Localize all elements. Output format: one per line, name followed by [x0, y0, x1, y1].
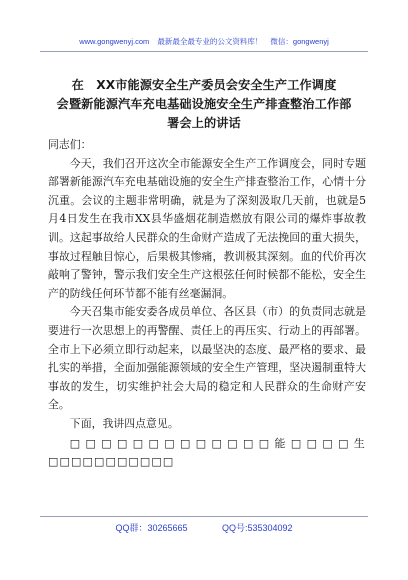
document-title: [44, 76, 364, 133]
document-body: [48, 136, 366, 472]
paragraph-2: 今天召集市能安委各成员单位、各区县（市）的负责同志就是要进行一次思想上的再警醒、责任上的再压实、行动上的再部署。全市上下必须立即行动起来，以最坚决的态度、最严格的要求、最扎实的举措，全面加强能源领域的安全生产管理，坚决遏制重特大事故的发生，切实维护社会大局的稳定和人民群众的生命财产安全。: [48, 305, 366, 412]
paragraph-3: 下面，我讲四点意见。: [69, 416, 179, 430]
title-line-2: 会暨新能源汽车充电基础设施安全生产排查整治工作部: [56, 97, 352, 111]
paragraph-4: □□□□□□□□□□□□□能□□□□生□□□□□□□□□□□: [48, 436, 366, 469]
paragraph-1: 今天，我们召开这次全市能源安全生产工作调度会，同时专题部署新能源汽车充电基础设施的安全生产排查整治工作，心情十分沉重。会议的主题非常明确，就是为了深刻汲取几天前，也就是5月4日发生在我市XX县华盛烟花制造燃放有限公司的爆炸事故教训。这起事故给人民群众的生命财产造成了无法挽回的重大损失，事故过程触目惊心，后果极其惨痛，教训极其深刻。血的代价再次敲响了警钟，警示我们安全生产这根弦任何时候都不能松，安全生产的防线任何环节都不能有丝毫漏洞。: [48, 156, 366, 300]
header-wechat: 微信：gongwenyj: [270, 37, 329, 46]
footer-bar: [40, 516, 368, 534]
salutation: 同志们：: [48, 138, 92, 151]
header-slogan: 最新最全最专业的公文资料库！: [157, 37, 263, 46]
title-line-3: 署会上的讲话: [167, 116, 241, 130]
footer-qq: QQ号:535304092: [222, 523, 293, 533]
footer-qq-group: QQ群：30265665: [115, 523, 188, 533]
title-line-1: 在 XX市能源安全生产委员会安全生产工作调度: [71, 78, 337, 92]
header-website-link[interactable]: www.gongwenyj.com: [79, 37, 150, 46]
header-bar: [40, 36, 368, 52]
